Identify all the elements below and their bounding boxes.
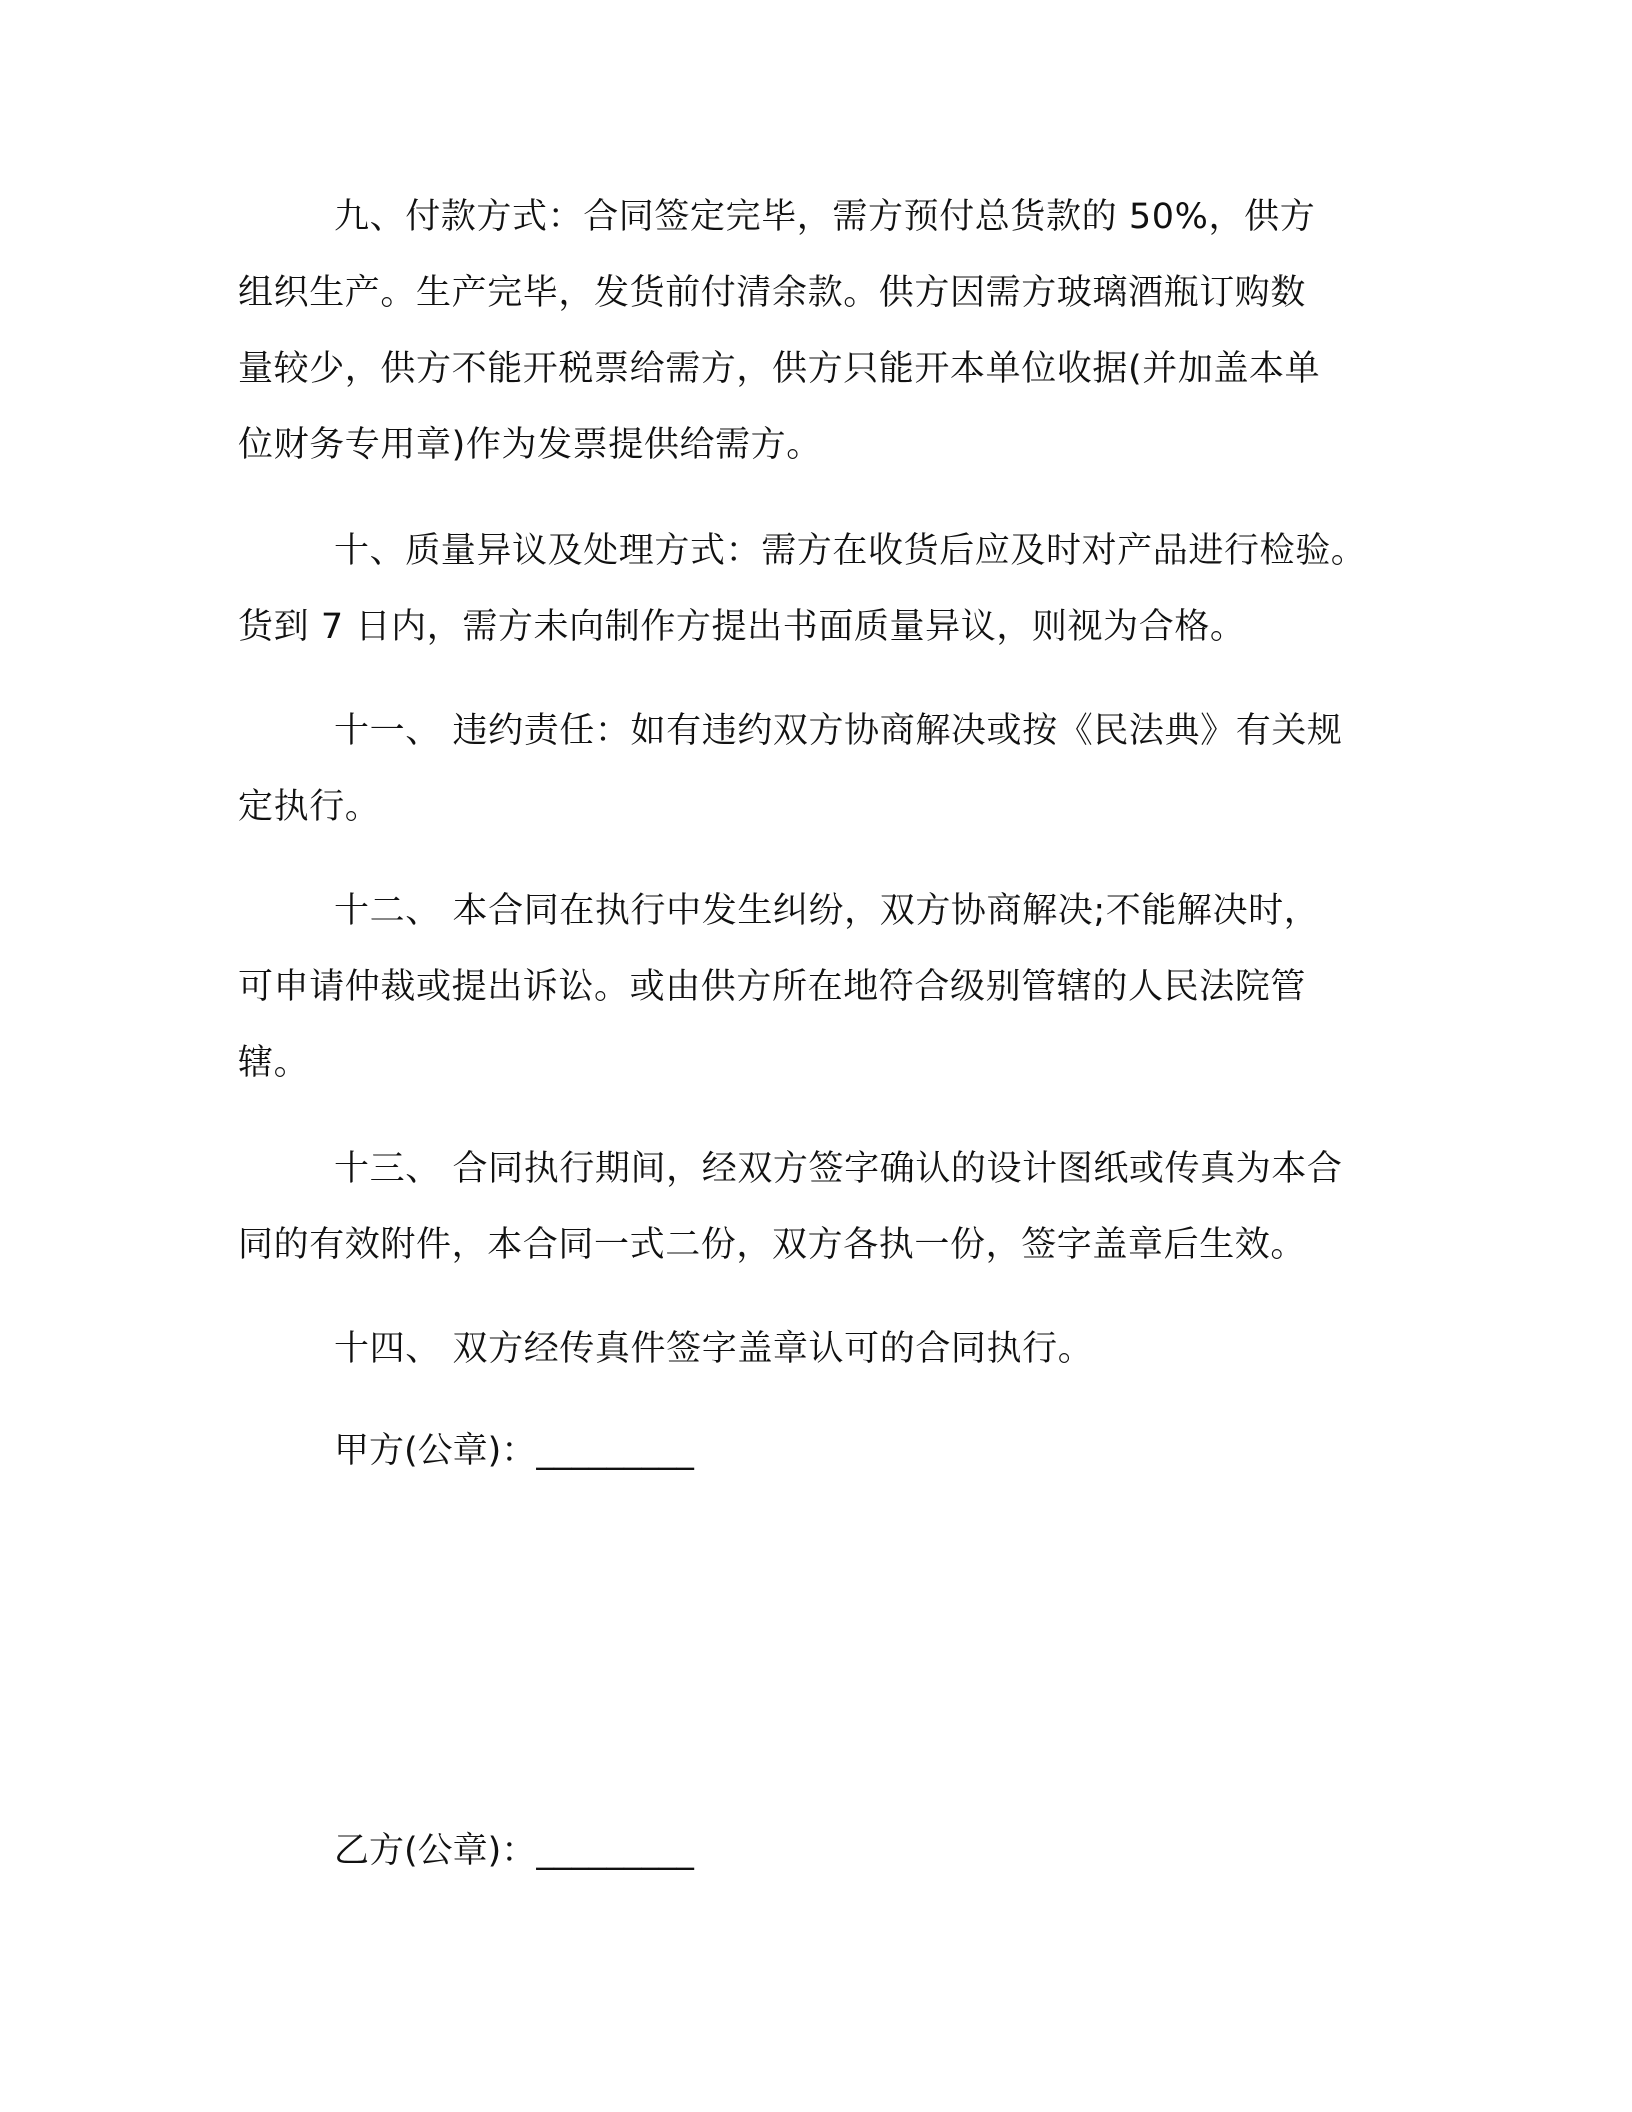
clause-12-line-3: 辖。: [238, 1043, 310, 1083]
clause-12-line-1: 十二、 本合同在执行中发生纠纷，双方协商解决;不能解决时，: [334, 891, 1320, 931]
clause-13-line-1: 十三、 合同执行期间，经双方签字确认的设计图纸或传真为本合: [334, 1149, 1343, 1189]
clause-11-line-1: 十一、 违约责任：如有违约双方协商解决或按《民法典》有关规: [334, 711, 1343, 751]
party-a-signature-blank: _________: [536, 1431, 694, 1471]
party-a-signature: [334, 1428, 694, 1474]
clause-9-line-2: 组织生产。生产完毕，发货前付清余款。供方因需方玻璃酒瓶订购数: [238, 273, 1307, 313]
clause-9-line-1: 九、付款方式：合同签定完毕，需方预付总货款的 50%，供方: [334, 197, 1316, 237]
clause-11-line-2: 定执行。: [238, 787, 381, 827]
party-a-label: 甲方(公章)：: [334, 1431, 537, 1471]
party-b-signature: [334, 1828, 694, 1874]
clause-10-line-2: 货到 7 日内，需方未向制作方提出书面质量异议，则视为合格。: [238, 607, 1246, 647]
clause-9-line-4: 位财务专用章)作为发票提供给需方。: [238, 425, 822, 465]
party-b-label: 乙方(公章)：: [334, 1831, 537, 1871]
clause-10-line-1: 十、质量异议及处理方式：需方在收货后应及时对产品进行检验。: [334, 531, 1367, 571]
clause-12-line-2: 可申请仲裁或提出诉讼。或由供方所在地符合级别管辖的人民法院管: [238, 967, 1307, 1007]
party-b-signature-blank: _________: [536, 1831, 694, 1871]
clause-9-line-3: 量较少，供方不能开税票给需方，供方只能开本单位收据(并加盖本单: [238, 349, 1321, 389]
clause-14-line-1: 十四、 双方经传真件签字盖章认可的合同执行。: [334, 1329, 1094, 1369]
clause-13-line-2: 同的有效附件，本合同一式二份，双方各执一份，签字盖章后生效。: [238, 1225, 1307, 1265]
